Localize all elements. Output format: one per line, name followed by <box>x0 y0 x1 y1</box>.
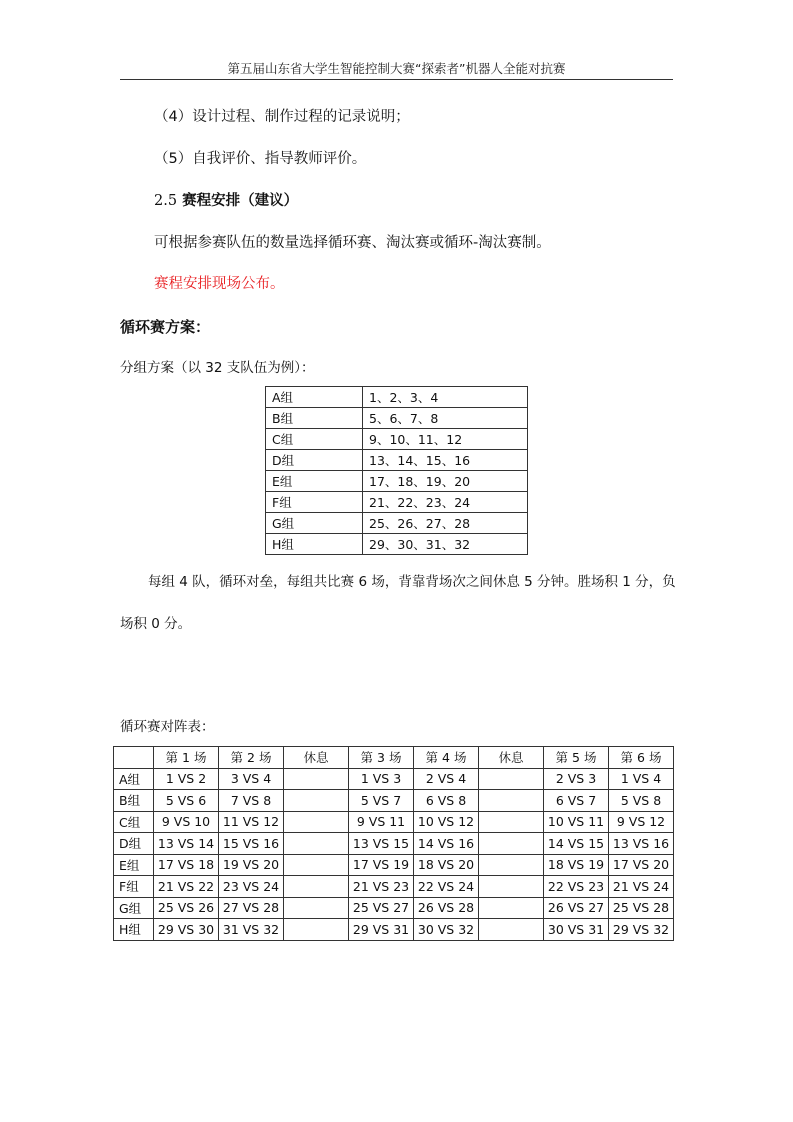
match-cell: 26 VS 27 <box>544 897 609 919</box>
match-cell: 13 VS 15 <box>349 833 414 855</box>
paragraph-rules-line1: 每组 4 队，循环对垒，每组共比赛 6 场，背靠背场次之间休息 5 分钟。胜场积 1 分，负 <box>148 574 676 590</box>
match-cell: 26 VS 28 <box>414 897 479 919</box>
match-cell <box>479 811 544 833</box>
group-teams-cell: 1、2、3、4 <box>363 387 528 408</box>
paragraph-format-options: 可根据参赛队伍的数量选择循环赛、淘汰赛或循环-淘汰赛制。 <box>154 235 551 251</box>
group-label-cell: D组 <box>114 833 154 855</box>
schedule-header-cell: 第 3 场 <box>349 747 414 769</box>
match-cell: 14 VS 15 <box>544 833 609 855</box>
schedule-header-cell: 第 4 场 <box>414 747 479 769</box>
match-cell: 2 VS 3 <box>544 768 609 790</box>
match-cell: 1 VS 2 <box>154 768 219 790</box>
match-cell: 3 VS 4 <box>219 768 284 790</box>
match-cell: 5 VS 8 <box>609 790 674 812</box>
group-name-cell: G组 <box>266 513 363 534</box>
match-cell: 6 VS 8 <box>414 790 479 812</box>
table-row <box>114 919 674 941</box>
group-label-cell: A组 <box>114 768 154 790</box>
schedule-header-cell: 休息 <box>479 747 544 769</box>
match-cell: 29 VS 30 <box>154 919 219 941</box>
match-cell: 13 VS 14 <box>154 833 219 855</box>
schedule-header-cell: 第 1 场 <box>154 747 219 769</box>
match-cell: 21 VS 24 <box>609 876 674 898</box>
match-cell: 30 VS 31 <box>544 919 609 941</box>
match-cell: 17 VS 18 <box>154 854 219 876</box>
group-name-cell: A组 <box>266 387 363 408</box>
match-cell: 6 VS 7 <box>544 790 609 812</box>
match-cell: 27 VS 28 <box>219 897 284 919</box>
match-cell: 15 VS 16 <box>219 833 284 855</box>
match-cell <box>479 854 544 876</box>
group-name-cell: F组 <box>266 492 363 513</box>
table-row <box>114 768 674 790</box>
section-heading-schedule <box>154 191 298 211</box>
table-row <box>266 513 528 534</box>
schedule-header-row <box>114 747 674 769</box>
schedule-table <box>113 746 674 941</box>
match-cell <box>284 811 349 833</box>
paragraph-onsite-notice: 赛程安排现场公布。 <box>154 276 285 292</box>
group-name-cell: E组 <box>266 471 363 492</box>
match-cell: 17 VS 19 <box>349 854 414 876</box>
group-label-cell: E组 <box>114 854 154 876</box>
section-title: 赛程安排（建议） <box>182 193 299 209</box>
match-cell: 14 VS 16 <box>414 833 479 855</box>
match-cell <box>284 833 349 855</box>
group-name-cell: B组 <box>266 408 363 429</box>
group-name-cell: D组 <box>266 450 363 471</box>
group-name-cell: H组 <box>266 534 363 555</box>
match-cell: 1 VS 4 <box>609 768 674 790</box>
table-row <box>266 429 528 450</box>
match-cell: 19 VS 20 <box>219 854 284 876</box>
match-cell <box>284 768 349 790</box>
group-teams-cell: 21、22、23、24 <box>363 492 528 513</box>
table-row <box>266 471 528 492</box>
group-teams-cell: 17、18、19、20 <box>363 471 528 492</box>
schedule-caption: 循环赛对阵表： <box>120 719 215 735</box>
match-cell: 25 VS 26 <box>154 897 219 919</box>
match-cell: 29 VS 31 <box>349 919 414 941</box>
table-row <box>266 534 528 555</box>
group-label-cell: C组 <box>114 811 154 833</box>
table-row <box>114 811 674 833</box>
match-cell: 9 VS 12 <box>609 811 674 833</box>
schedule-header-cell: 第 5 场 <box>544 747 609 769</box>
match-cell: 31 VS 32 <box>219 919 284 941</box>
schedule-header-cell: 第 6 场 <box>609 747 674 769</box>
group-teams-cell: 29、30、31、32 <box>363 534 528 555</box>
match-cell: 18 VS 20 <box>414 854 479 876</box>
match-cell <box>479 919 544 941</box>
table-row <box>114 876 674 898</box>
match-cell: 5 VS 7 <box>349 790 414 812</box>
group-label-cell: F组 <box>114 876 154 898</box>
match-cell: 18 VS 19 <box>544 854 609 876</box>
header-divider <box>120 79 673 80</box>
round-robin-heading: 循环赛方案： <box>120 318 211 336</box>
group-label-cell: H组 <box>114 919 154 941</box>
match-cell <box>284 897 349 919</box>
match-cell <box>284 790 349 812</box>
section-number: 2.5 <box>154 193 178 209</box>
match-cell: 10 VS 11 <box>544 811 609 833</box>
table-row <box>266 450 528 471</box>
match-cell <box>479 833 544 855</box>
table-row <box>114 854 674 876</box>
match-cell <box>479 768 544 790</box>
match-cell: 17 VS 20 <box>609 854 674 876</box>
match-cell: 22 VS 24 <box>414 876 479 898</box>
match-cell: 9 VS 10 <box>154 811 219 833</box>
match-cell: 5 VS 6 <box>154 790 219 812</box>
schedule-header-cell: 休息 <box>284 747 349 769</box>
match-cell: 21 VS 22 <box>154 876 219 898</box>
table-row <box>266 492 528 513</box>
group-teams-cell: 25、26、27、28 <box>363 513 528 534</box>
paragraph-design-record: （4）设计过程、制作过程的记录说明； <box>154 109 410 125</box>
schedule-header-cell <box>114 747 154 769</box>
group-name-cell: C组 <box>266 429 363 450</box>
match-cell: 10 VS 12 <box>414 811 479 833</box>
paragraph-rules-line2: 场积 0 分。 <box>120 616 192 632</box>
match-cell <box>479 876 544 898</box>
table-row <box>266 408 528 429</box>
grouping-table <box>265 386 528 555</box>
match-cell <box>479 897 544 919</box>
table-row <box>114 790 674 812</box>
match-cell: 22 VS 23 <box>544 876 609 898</box>
group-teams-cell: 13、14、15、16 <box>363 450 528 471</box>
match-cell: 30 VS 32 <box>414 919 479 941</box>
match-cell <box>284 854 349 876</box>
match-cell: 9 VS 11 <box>349 811 414 833</box>
schedule-header-cell: 第 2 场 <box>219 747 284 769</box>
group-label-cell: G组 <box>114 897 154 919</box>
match-cell: 29 VS 32 <box>609 919 674 941</box>
match-cell: 2 VS 4 <box>414 768 479 790</box>
match-cell: 23 VS 24 <box>219 876 284 898</box>
page-header: 第五届山东省大学生智能控制大赛“探索者”机器人全能对抗赛 <box>227 61 566 76</box>
group-label-cell: B组 <box>114 790 154 812</box>
match-cell <box>284 876 349 898</box>
match-cell: 25 VS 28 <box>609 897 674 919</box>
grouping-caption: 分组方案（以 32 支队伍为例）： <box>120 360 315 376</box>
match-cell: 7 VS 8 <box>219 790 284 812</box>
match-cell: 11 VS 12 <box>219 811 284 833</box>
match-cell: 13 VS 16 <box>609 833 674 855</box>
match-cell: 25 VS 27 <box>349 897 414 919</box>
group-teams-cell: 9、10、11、12 <box>363 429 528 450</box>
match-cell <box>479 790 544 812</box>
group-teams-cell: 5、6、7、8 <box>363 408 528 429</box>
match-cell <box>284 919 349 941</box>
paragraph-evaluation: （5）自我评价、指导教师评价。 <box>154 151 367 167</box>
table-row <box>266 387 528 408</box>
table-row <box>114 897 674 919</box>
match-cell: 21 VS 23 <box>349 876 414 898</box>
table-row <box>114 833 674 855</box>
match-cell: 1 VS 3 <box>349 768 414 790</box>
